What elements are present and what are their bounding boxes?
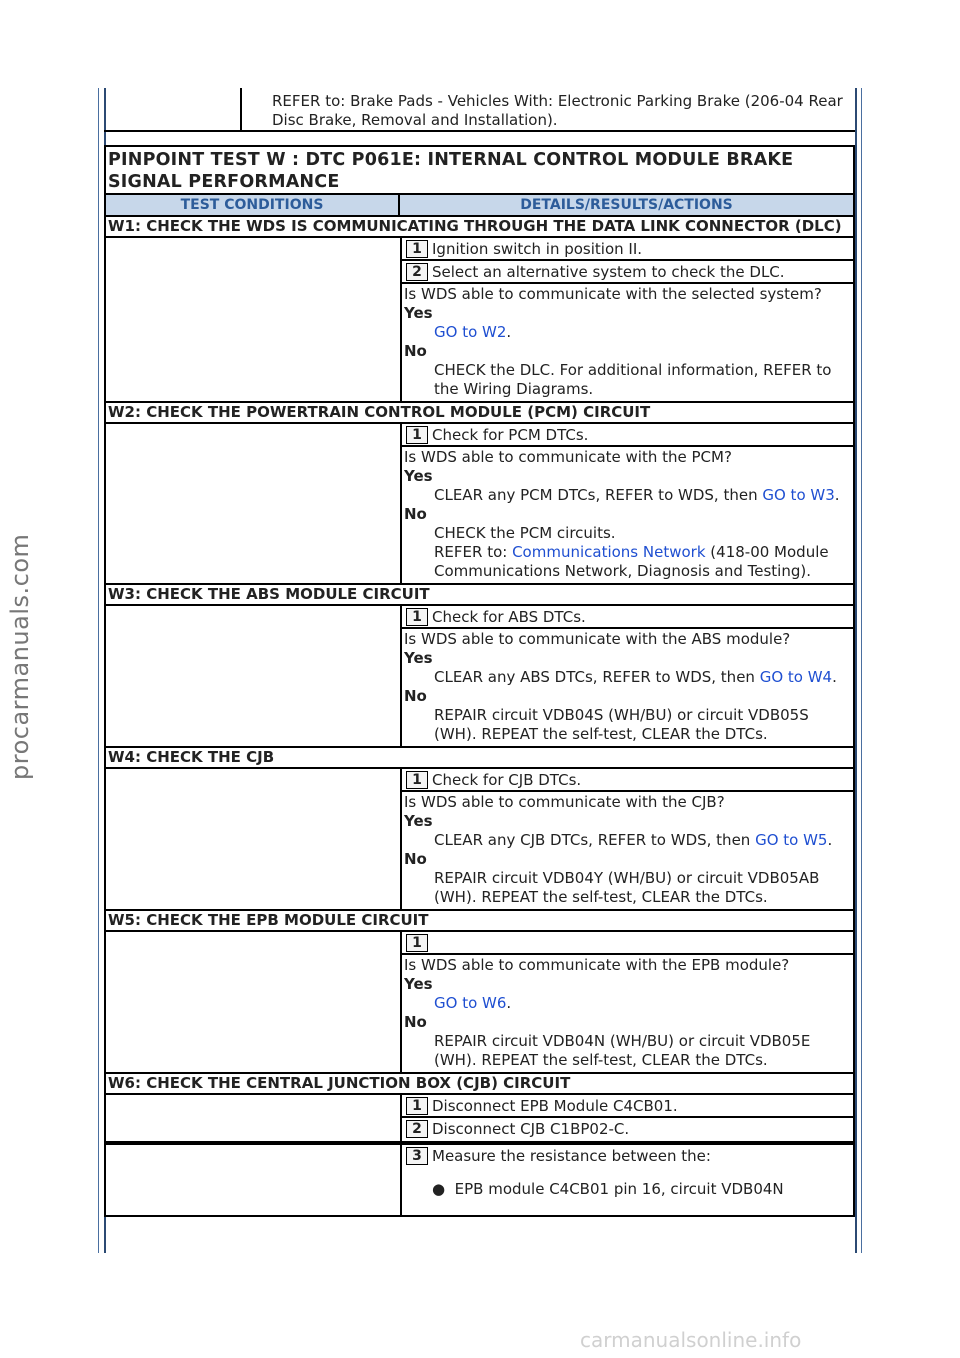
details-cell (402, 769, 853, 909)
yes-action: GO to W6. (434, 994, 512, 1012)
action-text: Check for CJB DTCs. (432, 771, 582, 789)
no-label: No (404, 687, 427, 705)
step-number: 1 (406, 426, 428, 444)
header-details-results-actions: DETAILS/RESULTS/ACTIONS (520, 197, 733, 213)
question-block (402, 629, 853, 746)
go-to-w3-link[interactable]: GO to W3 (762, 486, 835, 504)
no-label: No (404, 505, 427, 523)
question-text: Is WDS able to communicate with the CJB? (404, 793, 725, 811)
step-w5-title: W5: CHECK THE EPB MODULE CIRCUIT (106, 911, 853, 932)
bottom-watermark: carmanualsonline.info (580, 1328, 802, 1352)
step-w6 (106, 1095, 853, 1143)
question-text: Is WDS able to communicate with the PCM? (404, 448, 732, 466)
question-text: Is WDS able to communicate with the selected system? (404, 285, 822, 303)
test-conditions-cell (106, 1145, 402, 1215)
action-text: Disconnect CJB C1BP02-C. (432, 1120, 630, 1138)
yes-label: Yes (404, 467, 433, 485)
no-action: REPAIR circuit VDB04N (WH/BU) or circuit VDB05E (WH). REPEAT the self-test, CLEAR the DTCs. (434, 1032, 811, 1069)
action-text: Check for ABS DTCs. (432, 608, 586, 626)
test-conditions-cell (106, 606, 402, 746)
refer-row (104, 88, 855, 132)
no-action: REPAIR circuit VDB04Y (WH/BU) or circuit VDB05AB (WH). REPEAT the self-test, CLEAR the DTCs. (434, 869, 820, 906)
yes-action: CLEAR any PCM DTCs, REFER to WDS, then GO to W3. (434, 486, 840, 504)
no-label: No (404, 850, 427, 868)
test-conditions-cell (106, 932, 402, 1072)
page-border-right (855, 88, 857, 1253)
test-conditions-cell (106, 769, 402, 909)
page-border-left (98, 88, 99, 1253)
action-row (402, 424, 853, 447)
bullet-dot-icon: ● (432, 1180, 455, 1198)
yes-label: Yes (404, 304, 433, 322)
step-w3-title: W3: CHECK THE ABS MODULE CIRCUIT (106, 585, 853, 606)
yes-action: CLEAR any ABS DTCs, REFER to WDS, then GO to W4. (434, 668, 837, 686)
step-w6-title: W6: CHECK THE CENTRAL JUNCTION BOX (CJB) CIRCUIT (106, 1074, 853, 1095)
step-w2-title: W2: CHECK THE POWERTRAIN CONTROL MODULE (PCM) CIRCUIT (106, 403, 853, 424)
details-cell (402, 606, 853, 746)
step-w2 (106, 424, 853, 585)
no-action: CHECK the DLC. For additional information, REFER to the Wiring Diagrams. (434, 361, 832, 398)
action-row (402, 606, 853, 629)
step-w4 (106, 769, 853, 911)
no-label: No (404, 1013, 427, 1031)
action-text: Measure the resistance between the: (432, 1147, 711, 1165)
step-w1-title: W1: CHECK THE WDS IS COMMUNICATING THROUGH THE DATA LINK CONNECTOR (DLC) (106, 217, 853, 238)
document-content (104, 88, 855, 1217)
yes-label: Yes (404, 975, 433, 993)
test-title: PINPOINT TEST W : DTC P061E: INTERNAL CONTROL MODULE BRAKE SIGNAL PERFORMANCE (106, 147, 853, 195)
step-number: 1 (406, 771, 428, 789)
action-text: Disconnect EPB Module C4CB01. (432, 1097, 678, 1115)
test-conditions-cell (106, 238, 402, 401)
details-cell (402, 1145, 853, 1215)
step-w5 (106, 932, 853, 1074)
question-text: Is WDS able to communicate with the ABS module? (404, 630, 791, 648)
step-number: 2 (406, 263, 428, 281)
details-cell (402, 238, 853, 401)
go-to-w6-link[interactable]: GO to W6 (434, 994, 507, 1012)
no-label: No (404, 342, 427, 360)
step-w4-title: W4: CHECK THE CJB (106, 748, 853, 769)
header-test-conditions: TEST CONDITIONS (106, 195, 400, 215)
question-block (402, 447, 853, 583)
go-to-w2-link[interactable]: GO to W2 (434, 323, 507, 341)
yes-action: CLEAR any CJB DTCs, REFER to WDS, then GO to W5. (434, 831, 833, 849)
details-cell (402, 932, 853, 1072)
step-number: 1 (406, 1097, 428, 1115)
table-header (106, 195, 853, 217)
no-action: CHECK the PCM circuits. REFER to: Communications Network (418-00 Module Communications Network, Diagnosis and Testing). (434, 524, 829, 580)
action-text: Check for PCM DTCs. (432, 426, 589, 444)
step-number: 1 (406, 934, 428, 952)
pinpoint-test-table (104, 145, 855, 1217)
question-block (402, 284, 853, 401)
bullet-item: ● EPB module C4CB01 pin 16, circuit VDB04N (432, 1180, 784, 1198)
step-number: 3 (406, 1147, 428, 1165)
step-w3 (106, 606, 853, 748)
action-text: Select an alternative system to check the DLC. (432, 263, 785, 281)
step-w6-measure (106, 1143, 853, 1215)
step-number: 2 (406, 1120, 428, 1138)
action-row (402, 1118, 853, 1141)
step-number: 1 (406, 608, 428, 626)
yes-label: Yes (404, 812, 433, 830)
step-w1 (106, 238, 853, 403)
action-row (402, 1145, 853, 1168)
go-to-w5-link[interactable]: GO to W5 (755, 831, 828, 849)
question-block (402, 955, 853, 1072)
action-row (402, 238, 853, 261)
yes-action: GO to W2. (434, 323, 512, 341)
page-border-right-outer (861, 88, 862, 1253)
step-number: 1 (406, 240, 428, 258)
no-action: REPAIR circuit VDB04S (WH/BU) or circuit VDB05S (WH). REPEAT the self-test, CLEAR the DTCs. (434, 706, 809, 743)
details-cell (402, 1095, 853, 1141)
action-row (402, 769, 853, 792)
go-to-w4-link[interactable]: GO to W4 (759, 668, 833, 686)
refer-text: REFER to: Brake Pads - Vehicles With: Electronic Parking Brake (206-04 Rear Disc Brake, Removal and Installation). (272, 92, 843, 129)
action-row (402, 932, 853, 955)
action-text: Ignition switch in position II. (432, 240, 643, 258)
details-cell (402, 424, 853, 583)
action-row (402, 261, 853, 284)
communications-network-link[interactable]: Communications Network (512, 543, 706, 561)
side-watermark: procarmanuals.com (6, 533, 34, 780)
question-block (402, 792, 853, 909)
cell-divider (240, 88, 242, 130)
yes-label: Yes (404, 649, 433, 667)
test-conditions-cell (106, 424, 402, 583)
question-text: Is WDS able to communicate with the EPB module? (404, 956, 790, 974)
test-conditions-cell (106, 1095, 402, 1141)
action-row (402, 1095, 853, 1118)
